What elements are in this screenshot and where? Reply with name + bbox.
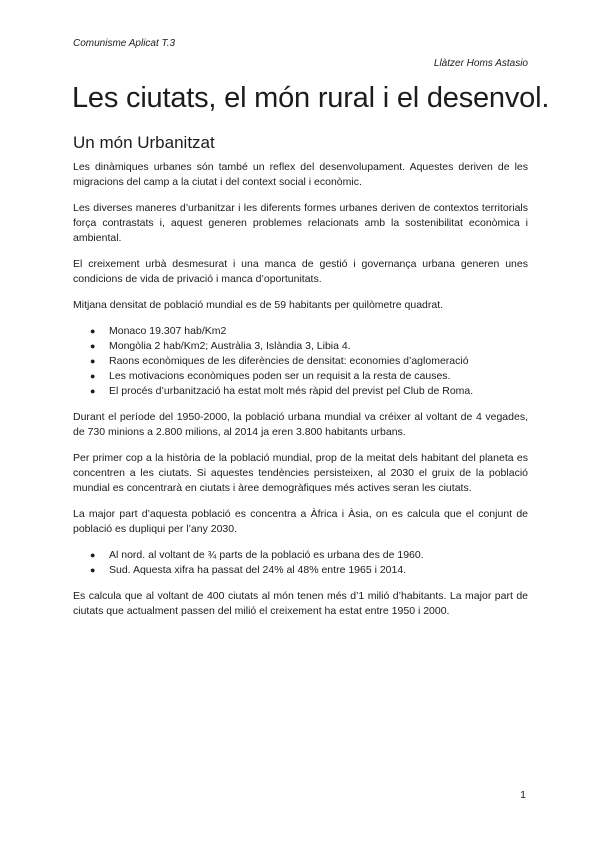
bullet-icon: ● [90,550,96,560]
bullet-icon: ● [90,386,96,396]
bullet-icon: ● [90,341,96,351]
bullet-icon: ● [90,356,96,366]
paragraph-5: Durant el període del 1950-2000, la població urbana mundial va créixer al voltant de 4 vegades, de 730 minions a 2.800 milions, al 2014 ja eren 3.800 habitants urbans. [73,411,528,438]
list-item-text: Raons econòmiques de les diferències de densitat: economies d’aglomeració [109,355,469,367]
list-item [90,548,528,563]
paragraph-7: La major part d’aquesta població es concentra a Àfrica i Àsia, on es calcula que el conjunt de població es dupliqui per l’any 2030. [73,508,528,535]
bullet-icon: ● [90,565,96,575]
document-body [73,160,528,630]
list-item [90,369,528,384]
list-item [90,339,528,354]
list-item [90,354,528,369]
list-item [90,384,528,399]
list-item-text: Mongòlia 2 hab/Km2; Austràlia 3, Islàndia 3, Libia 4. [109,340,351,352]
density-bullet-list [73,324,528,399]
page-title: Les ciutats, el món rural i el desenvol. [72,82,550,114]
paragraph-1: Les dinàmiques urbanes són també un reflex del desenvolupament. Aquestes deriven de les migracions del camp a la ciutat i del context social i econòmic. [73,161,528,188]
header-author-name: Llàtzer Homs Astasio [433,58,528,69]
page-number: 1 [520,789,526,801]
list-item-text: El procés d’urbanització ha estat molt més ràpid del previst pel Club de Roma. [109,385,474,397]
urbanization-bullet-list [73,548,528,578]
list-item-text: Al nord. al voltant de ¾ parts de la població es urbana des de 1960. [109,549,424,561]
paragraph-8: Es calcula que al voltant de 400 ciutats al món tenen més d’1 milió d’habitants. La major part de ciutats que actualment passen del milió el creixement ha estat entre 1950 i 2000. [73,590,528,617]
list-item [90,563,528,578]
paragraph-4: Mitjana densitat de població mundial es de 59 habitants per quilòmetre quadrat. [73,299,444,311]
list-item-text: Sud. Aquesta xifra ha passat del 24% al 48% entre 1965 i 2014. [109,564,407,576]
paragraph-2: Les diverses maneres d’urbanitzar i les diferents formes urbanes deriven de contextos territorials força contrastats i, aquest generen problemes relacionats amb la sostenibilitat econòmica i ambiental. [73,202,528,244]
header-course-name: Comunisme Aplicat T.3 [73,38,176,49]
list-item-text: Les motivacions econòmiques poden ser un requisit a la resta de causes. [109,370,451,382]
list-item [90,324,528,339]
paragraph-6: Per primer cop a la història de la població mundial, prop de la meitat dels habitant del planeta es concentren a les ciutats. Si aquestes tendències persisteixen, al 2030 el gruix de la població mundial es concentrarà en ciutats i àree demogràfiques més actives seran les ciutats. [73,452,528,494]
paragraph-3: El creixement urbà desmesurat i una manca de gestió i governança urbana generen unes condicions de vida de privació i manca d’oportunitats. [73,258,528,285]
list-item-text: Monaco 19.307 hab/Km2 [109,325,227,337]
bullet-icon: ● [90,371,96,381]
section-heading: Un món Urbanitzat [73,133,215,152]
bullet-icon: ● [90,326,96,336]
